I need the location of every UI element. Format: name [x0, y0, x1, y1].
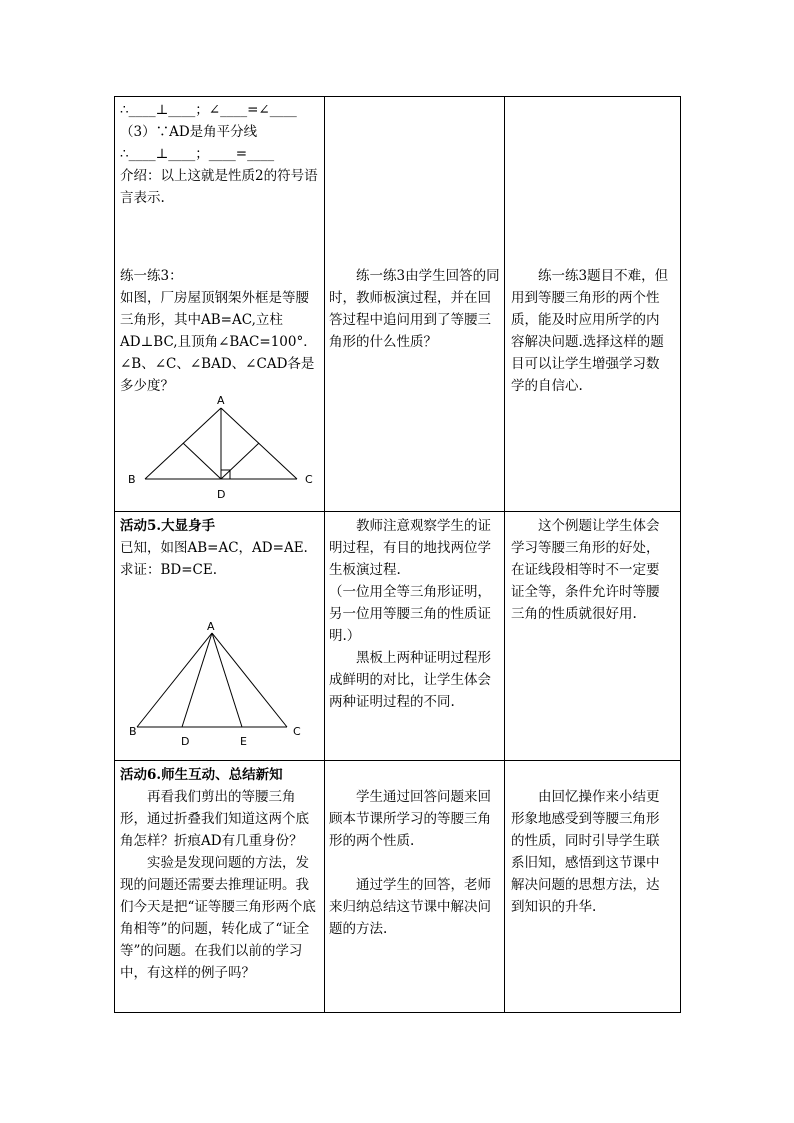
- isosceles-triangle-figure: [125, 617, 325, 757]
- row3-col2: [329, 515, 501, 713]
- column-divider-2: [504, 97, 505, 1012]
- activity6-title: 活动6.师生互动、总结新知: [120, 767, 283, 783]
- tri-label-e: E: [240, 735, 247, 748]
- row4-col1: [120, 764, 322, 984]
- row4-col3: 由回忆操作来小结更形象地感受到等腰三角形的性质，同时引导学生联系旧知，感悟到这节课中解决问题的思想方法，达到知识的升华.: [511, 789, 660, 915]
- activity5-given: 已知，如图AB=AC，AD=AE.: [120, 540, 308, 556]
- lesson-table: [114, 96, 681, 1013]
- roof-label-d: D: [217, 488, 226, 501]
- tri-label-b: B: [129, 725, 137, 738]
- row1-line-2: （3）∵AD是角平分线: [120, 124, 258, 140]
- roof-label-c: C: [305, 473, 313, 486]
- row3-col1: [120, 515, 322, 581]
- exercise3-title: 练一练3：: [120, 268, 183, 284]
- row3-col2-p1: 教师注意观察学生的证明过程，有目的地找两位学生板演过程.: [329, 518, 491, 578]
- roof-label-b: B: [128, 473, 136, 486]
- row1-line-3: ∴____⊥____；____=____: [120, 146, 275, 162]
- roof-label-a: A: [217, 394, 225, 407]
- exercise3-text: 如图，厂房屋顶钢架外框是等腰三角形，其中AB=AC,立柱AD⊥BC,且顶角∠BAC=100°．∠B、∠C、∠BAD、∠CAD各是多少度？: [120, 290, 317, 394]
- row2-col2: 练一练3由学生回答的同时，教师板演过程，并在回答过程中追问用到了等腰三角形的什么性质？: [329, 268, 500, 350]
- row3-col3: 这个例题让学生体会学习等腰三角形的好处，在证线段相等时不一定要证全等，条件允许时等腰三角的性质就很好用.: [511, 518, 660, 622]
- row4-col2-p2: 通过学生的回答，老师来归纳总结这节课中解决问题的方法.: [329, 877, 491, 937]
- row-divider-2: [115, 760, 680, 761]
- row4-col1-p1: 再看我们剪出的等腰三角形，通过折叠我们知道这两个底角怎样？折痕AD有几重身份？: [120, 789, 309, 849]
- row3-col2-p3: 黑板上两种证明过程形成鲜明的对比，让学生体会两种证明过程的不同.: [329, 650, 491, 710]
- row-divider-1: [115, 511, 680, 512]
- row1-line-4: 介绍：以上这就是性质2的符号语言表示.: [120, 168, 318, 206]
- tri-label-c: C: [293, 725, 301, 738]
- row4-col2-p1: 学生通过回答问题来回顾本节课所学习的等腰三角形的两个性质.: [329, 789, 491, 849]
- row4-col1-p2: 实验是发现问题的方法，发现的问题还需要去推理证明。我们今天是把“证等腰三角形两个底角相等”的问题，转化成了“证全等”的问题。在我们以前的学习中，有这样的例子吗？: [120, 855, 316, 981]
- roof-truss-figure: [125, 393, 325, 505]
- activity5-prove: 求证：BD=CE.: [120, 562, 218, 578]
- activity5-title: 活动5.大显身手: [120, 518, 216, 534]
- tri-label-a: A: [207, 620, 215, 633]
- row1-col1: [120, 99, 322, 209]
- tri-label-d: D: [181, 735, 190, 748]
- column-divider-1: [324, 97, 325, 1012]
- row2-col3: 练一练3题目不难，但用到等腰三角形的两个性质，能及时应用所学的内容解决问题.选择这样的题目可以让学生增强学习数学的自信心.: [511, 268, 669, 394]
- row4-col2: [329, 786, 501, 940]
- row1-line-1: ∴____⊥____；∠____=∠____: [120, 102, 297, 118]
- row3-col2-p2: （一位用全等三角形证明，另一位用等腰三角的性质证明.）: [329, 584, 491, 644]
- row2-col1: [120, 265, 322, 397]
